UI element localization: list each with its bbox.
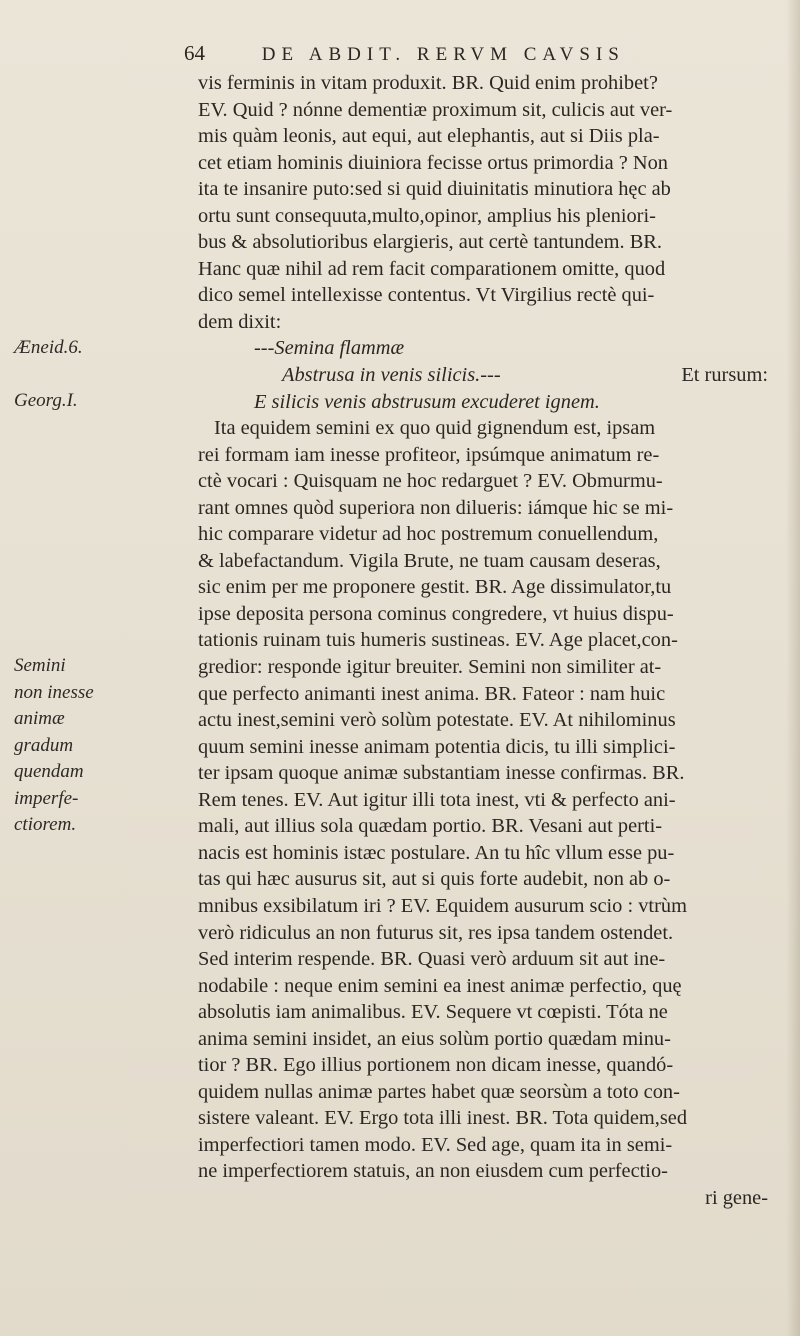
margin-line: Semini — [14, 655, 66, 676]
text-line: mnibus exsibilatum iri ? EV. Equidem ausurum scio : vtrùm — [198, 894, 687, 917]
verse-tail: Et rursum: — [681, 364, 768, 387]
text-line: dem dixit: — [198, 310, 282, 333]
text-line: anima semini insidet, an eius solùm portio quædam minu- — [198, 1027, 671, 1050]
verse-line: E silicis venis abstrusum excuderet ignem. — [254, 390, 600, 413]
text-line: ipse deposita persona cominus congredere, vt huius dispu- — [198, 602, 674, 625]
text-line: ita te insanire puto:sed si quid diuinitatis minutiora hęc ab — [198, 178, 671, 201]
text-line: sic enim per me proponere gestit. BR. Age dissimulator,tu — [198, 576, 672, 599]
text-line: imperfectiori tamen modo. EV. Sed age, quam ita in semi- — [198, 1133, 673, 1156]
text-line: verò ridiculus an non futurus sit, res ipsa tandem ostendet. — [198, 921, 674, 944]
text-line: ter ipsam quoque animæ substantiam inesse confirmas. BR. — [198, 762, 685, 785]
running-header — [184, 42, 694, 66]
body-text — [198, 70, 792, 1212]
margin-note-georg: Georg.I. — [14, 390, 78, 411]
page-number: 64 — [184, 41, 205, 65]
text-line: tationis ruinam tuis humeris sustineas. EV. Age placet,con- — [198, 629, 678, 652]
text-line: EV. Quid ? nónne dementiæ proximum sit, culicis aut ver- — [198, 98, 673, 121]
text-line: que perfecto animanti inest anima. BR. Fateor : nam huic — [198, 682, 666, 705]
verse-line: Abstrusa in venis silicis.--- — [282, 364, 501, 387]
text-line: Ita equidem semini ex quo quid gignendum est, ipsam — [214, 417, 656, 440]
verse-line: ---Semina flammæ — [254, 337, 405, 360]
text-line: hic comparare videtur ad hoc postremum conuellendum, — [198, 523, 659, 546]
margin-note-aeneid: Æneid.6. — [14, 337, 83, 358]
catchword: ri gene- — [705, 1186, 768, 1209]
text-line: gredior: responde igitur breuiter. Semini non similiter at- — [198, 656, 662, 679]
text-line: Sed interim respende. BR. Quasi verò arduum sit aut ine- — [198, 948, 666, 971]
text-line: & labefactandum. Vigila Brute, ne tuam causam deseras, — [198, 549, 661, 572]
verse-row — [198, 362, 792, 389]
text-line: sistere valeant. EV. Ergo tota illi inest. BR. Tota quidem,sed — [198, 1107, 688, 1130]
text-line: Rem tenes. EV. Aut igitur illi tota inest, vti & perfecto ani- — [198, 788, 676, 811]
text-line: cet etiam hominis diuiniora fecisse ortus primordia ? Non — [198, 151, 669, 174]
margin-line: ctiorem. — [14, 814, 77, 836]
text-line: tior ? BR. Ego illius portionem non dicam inesse, quandó- — [198, 1054, 674, 1077]
margin-line: quendam — [14, 761, 84, 783]
text-line: quidem nullas animæ partes habet quæ seorsùm a toto con- — [198, 1080, 680, 1103]
margin-line: non inesse — [14, 681, 94, 703]
margin-line: gradum — [14, 734, 74, 756]
text-line: ne imperfectiorem statuis, an non eiusdem cum perfectio- — [198, 1160, 668, 1183]
text-line: bus & absolutioribus elargieris, aut certè tantundem. BR. — [198, 231, 662, 254]
page-fold-shadow — [786, 0, 800, 1336]
text-line: Hanc quæ nihil ad rem facit comparationem omitte, quod — [198, 257, 666, 280]
text-line: vis ferminis in vitam produxit. BR. Quid enim prohibet? — [198, 72, 658, 94]
margin-line: imperfe- — [14, 787, 79, 809]
text-line: nacis est hominis istæc postulare. An tu hîc vllum esse pu- — [198, 841, 675, 864]
text-line: tas qui hæc ausurus sit, aut si quis forte audebit, non ab o- — [198, 868, 671, 891]
text-line: actu inest,semini verò solùm potestate. EV. At nihilominus — [198, 709, 676, 732]
text-line: quum semini inesse animam potentia dicis, tu illi simplici- — [198, 735, 676, 758]
text-line: mali, aut illius sola quædam portio. BR. Vesani aut perti- — [198, 815, 663, 838]
text-line: rant omnes quòd superiora non dilueris: iámque hic se mi- — [198, 496, 674, 519]
text-line: mis quàm leonis, aut equi, aut elephantis, aut si Diis pla- — [198, 125, 660, 148]
margin-line: animæ — [14, 708, 65, 730]
text-line: nodabile : neque enim semini ea inest animæ perfectio, quę — [198, 974, 682, 997]
running-title: DE ABDIT. RERVM CAVSIS — [261, 44, 625, 65]
text-line: ctè vocari : Quisquam ne hoc redarguet ? EV. Obmurmu- — [198, 470, 663, 493]
text-line: rei formam iam inesse profiteor, ipsúmque animatum re- — [198, 443, 660, 466]
text-line: dico semel intellexisse contentus. Vt Virgilius rectè qui- — [198, 284, 655, 307]
text-line: ortu sunt consequuta,multo,opinor, amplius his pleniori- — [198, 204, 656, 227]
text-line: absolutis iam animalibus. EV. Sequere vt cœpisti. Tóta ne — [198, 1001, 668, 1024]
margin-note-semini — [14, 653, 94, 839]
